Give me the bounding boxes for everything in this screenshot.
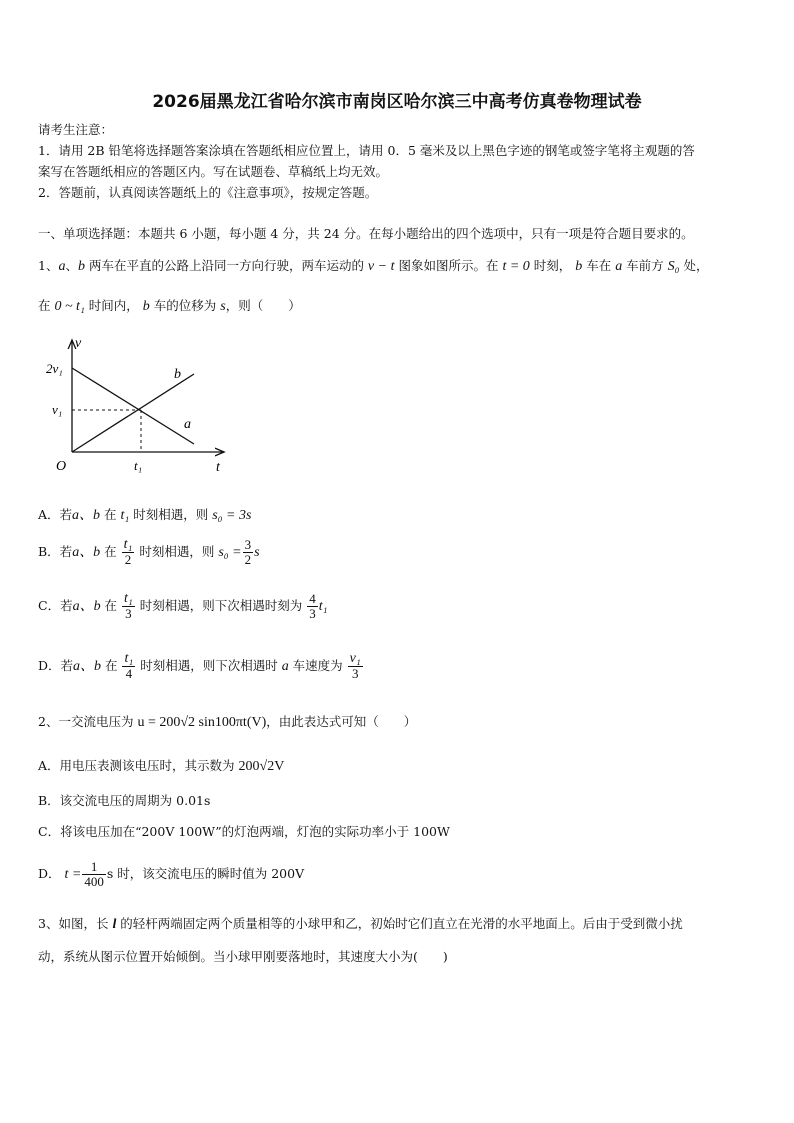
option-text: 车速度为 [288,658,347,673]
q1-number: 1、 [38,258,59,273]
tick-v1: v₁ [52,402,63,417]
option-vars: a、b [72,545,101,560]
q1-text: 在 [38,298,55,313]
q2-option-a[interactable] [38,756,284,775]
option-math: 200√2V [238,759,285,774]
fraction-numerator: t₁ [124,591,133,606]
fraction-denominator: 3 [351,666,359,681]
q2-equation: u = 200√2 sin100πt(V) [137,715,267,730]
q2-option-c[interactable]: C．将该电压加在“200V 100W”的灯泡两端，灯泡的实际功率小于 100W [38,824,450,839]
q2-text: ，由此表达式可知（ ） [266,714,417,729]
option-text: A．若 [38,507,73,522]
q1-option-b[interactable] [38,538,260,567]
line-b [72,374,194,452]
tick-2v1: 2v₁ [46,361,63,376]
fraction-numerator: 4 [309,591,316,606]
q3-text: 的轻杆两端固定两个质量相等的小球甲和乙，初始时它们直立在光滑的水平地面上。后由于受到微小扰 [116,916,683,931]
option-math: s₀ = [218,545,242,560]
q2-text: 2、一交流电压为 [38,714,138,729]
option-text: 在 [100,598,122,613]
option-text: C．若 [38,598,73,613]
y-axis-label: v [75,336,82,351]
option-math: s₀ = 3s [212,508,252,523]
series-a-label: a [184,417,191,432]
option-text: 时刻相遇，则 [135,544,219,559]
var-b: b [575,259,583,274]
notice-item-2: 2．答题前，认真阅读答题纸上的《注意事项》，按规定答题。 [38,185,378,200]
fraction-numerator: 3 [244,537,252,552]
fraction [307,592,318,621]
notice-item-1a: 1．请用 2B 铅笔将选择题答案涂填在答题纸相应位置上，请用 0．5 毫米及以上黑色字迹的钢笔或签字笔将主观题的答 [38,143,695,158]
q1-text: 车前方 [622,258,668,273]
q2-option-b[interactable]: B．该交流电压的周期为 0.01s [38,793,211,808]
fraction-denominator: 3 [125,606,132,621]
origin-label: O [56,459,67,474]
fraction [122,592,135,621]
fraction [82,860,106,889]
fraction-denominator: 2 [124,552,132,567]
option-math: t = [64,867,82,882]
q1-stem-line1 [38,256,709,275]
option-text: D． [38,866,65,881]
option-math: s [254,545,260,560]
math-s0: S₀ [667,259,680,274]
q1-stem-line2 [38,296,301,315]
fraction [122,652,135,681]
q3-stem-line2: 动，系统从图示位置开始倾倒。当小球甲刚要落地时，其速度大小为( ) [38,949,448,964]
option-text: 在 [100,507,121,522]
option-text: 在 [101,658,122,673]
fraction [122,538,135,567]
var-l: l [112,917,117,932]
fraction-denominator: 3 [309,606,316,621]
q1-text: 处， [679,258,709,273]
q1-text: 、 [65,258,78,273]
q1-option-c[interactable] [38,592,328,621]
q1-option-d[interactable] [38,652,364,681]
fraction-numerator: 1 [82,860,106,875]
q1-option-a[interactable] [38,504,251,524]
tick-t1: t₁ [134,458,143,473]
q1-text: 时间内， [84,298,143,313]
fraction [348,652,363,681]
option-text: D．若 [38,658,74,673]
option-vars: a、b [72,599,101,614]
math-interval: 0 ~ t₁ [54,299,85,314]
fraction-numerator: t₁ [124,651,134,666]
var-a: a [58,259,66,274]
var-s: s [220,299,226,314]
q3-text: 3、如图，长 [38,916,113,931]
option-text: s 时，该交流电压的瞬时值为 200V [106,866,305,881]
fraction-denominator: 2 [244,552,252,567]
fraction-numerator: t₁ [123,537,133,552]
q1-text: 图象如图所示。在 [394,258,503,273]
q1-text: ，则（ ） [225,298,301,313]
fraction-denominator: 4 [125,666,133,681]
fraction [243,538,254,567]
q1-text: 两车在平直的公路上沿同一方向行驶，两车运动的 [84,258,368,273]
series-b-label: b [174,367,181,382]
q3-stem-line1 [38,914,683,933]
var-a: a [615,259,623,274]
notice-item-1b: 案写在答题纸相应的答题区内。写在试题卷、草稿纸上均无效。 [38,164,389,179]
option-text: A．用电压表测该电压时，其示数为 [38,758,239,773]
option-vars: a、b [73,659,102,674]
math-t0: t = 0 [502,259,530,274]
var-a: a [281,659,289,674]
fraction-denominator: 400 [84,874,104,889]
option-vars: a、b [72,508,101,523]
var-b: b [77,259,85,274]
x-axis-label: t [216,460,220,475]
q2-option-d[interactable] [38,860,304,889]
q1-text: 时刻， [529,258,576,273]
option-text: 时刻相遇，则 [129,507,213,522]
var-b: b [142,299,150,314]
section-heading: 一、单项选择题：本题共 6 小题，每小题 4 分，共 24 分。在每小题给出的四个选项中，只有一项是符合题目要求的。 [38,226,694,241]
vt-graph [44,334,234,479]
option-text: 在 [100,544,121,559]
math-vt: v − t [367,259,395,274]
option-text: B．若 [38,544,73,559]
notice-heading: 请考生注意： [38,122,114,137]
option-text: 时刻相遇，则下次相遇时 [136,658,282,673]
q2-stem [38,712,416,731]
option-math: t₁ [120,508,130,523]
page-title: 2026届黑龙江省哈尔滨市南岗区哈尔滨三中高考仿真卷物理试卷 [152,92,642,112]
fraction-numerator: v₁ [349,651,361,666]
option-text: 时刻相遇，则下次相遇时刻为 [135,598,307,613]
q1-text: 车的位移为 [149,298,221,313]
q1-text: 车在 [582,258,616,273]
option-math: t₁ [318,599,328,614]
